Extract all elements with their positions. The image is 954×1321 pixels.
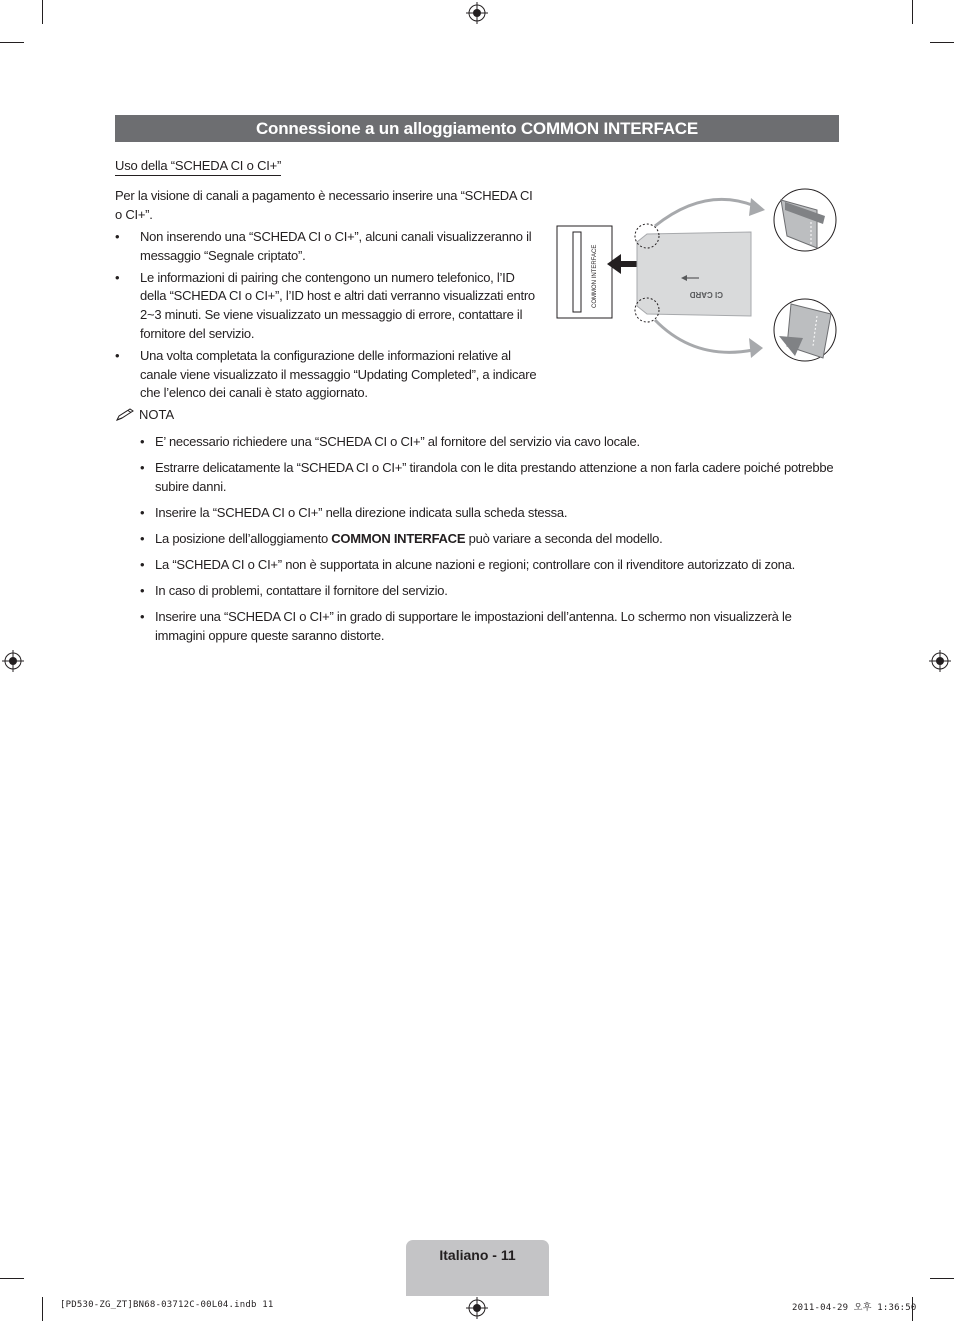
note-heading (115, 405, 174, 425)
note-text: Inserire una “SCHEDA CI o CI+” in grado di supportare le impostazioni dell’antenna. Lo schermo non visualizzerà le immagini oppure queste saranno distorte. (155, 609, 792, 643)
bullet-glyph: • (140, 583, 145, 598)
bullet-glyph: • (140, 609, 145, 624)
note-label: NOTA (139, 407, 175, 422)
crop-mark (930, 1278, 954, 1279)
ci-card (637, 232, 751, 316)
bullet-glyph: • (140, 557, 145, 572)
bullet-glyph: • (140, 434, 145, 449)
bullet-glyph: • (115, 347, 120, 363)
print-slug-left: [PD530-ZG_ZT]BN68-03712C-00L04.indb 11 (60, 1300, 274, 1310)
bullet-text: Le informazioni di pairing che contengono un numero telefonico, l’ID della “SCHEDA CI o CI+”, l’ID host e altri dati verranno visualizzati entro 2~3 minuti. Se viene visualizzato un messaggio di errore, contattare il fornitore del servizio. (140, 269, 535, 341)
note-item (140, 503, 840, 522)
note-text: Estrarre delicatamente la “SCHEDA CI o CI+” tirandola con le dita prestando attenzione a non farla cadere poiché potrebbe subire danni. (155, 460, 834, 494)
note-item (140, 432, 840, 451)
detail-zoom-top (774, 189, 836, 251)
page-number-tab: Italiano - 11 (406, 1240, 549, 1296)
registration-mark-icon (466, 1297, 488, 1319)
bullet-glyph: • (115, 269, 120, 285)
note-list (140, 432, 840, 652)
crop-mark (912, 0, 913, 24)
note-text: La “SCHEDA CI o CI+” non è supportata in alcune nazioni e regioni; controllare con il rivenditore autorizzato di zona. (155, 557, 796, 572)
subsection-title: Uso della “SCHEDA CI o CI+” (115, 158, 281, 176)
bullet-glyph: • (140, 505, 145, 520)
note-item (140, 581, 840, 600)
intro-paragraph: Per la visione di canali a pagamento è necessario inserire una “SCHEDA CI o CI+”. (115, 188, 533, 222)
note-text-pre: La posizione dell’alloggiamento (155, 531, 332, 546)
note-item (140, 555, 840, 574)
crop-mark (0, 1278, 24, 1279)
bullet-glyph: • (115, 229, 120, 244)
bullet-text: Non inserendo una “SCHEDA CI o CI+”, alcuni canali visualizzeranno il messaggio “Segnale criptato”. (140, 229, 532, 263)
note-text-bold: COMMON INTERFACE (331, 531, 466, 546)
ci-card-insertion-illustration (555, 186, 839, 366)
crop-mark (42, 0, 43, 24)
bullet-list (115, 228, 540, 406)
bullet-item (115, 347, 540, 403)
section-title: Connessione a un alloggiamento COMMON INTERFACE (115, 115, 839, 142)
slot-label: COMMON INTERFACE (592, 244, 598, 308)
note-text: Inserire la “SCHEDA CI o CI+” nella direzione indicata sulla scheda stessa. (155, 505, 568, 520)
print-slug-right: 2011-04-29 오후 1:36:50 (792, 1303, 917, 1313)
bullet-glyph: • (140, 460, 145, 475)
curved-arrow-icon (655, 320, 753, 352)
note-item (140, 529, 840, 548)
crop-mark (42, 1297, 43, 1321)
detail-zoom-bottom (774, 299, 836, 361)
bullet-item (115, 228, 540, 266)
note-text: In caso di problemi, contattare il fornitore del servizio. (155, 583, 448, 598)
bullet-glyph: • (140, 531, 145, 546)
curved-arrow-icon (655, 199, 755, 226)
crop-mark (930, 42, 954, 43)
bullet-item (115, 269, 540, 344)
registration-mark-icon (929, 650, 951, 672)
bullet-text: Una volta completata la configurazione delle informazioni relative al canale viene visualizzato il messaggio “Updating Completed”, a indicare che l’elenco dei canali è stato aggiornato. (140, 347, 537, 401)
note-text: E’ necessario richiedere una “SCHEDA CI o CI+” al fornitore del servizio via cavo locale. (155, 434, 640, 449)
registration-mark-icon (2, 650, 24, 672)
registration-mark-icon (466, 2, 488, 24)
note-item (140, 607, 840, 645)
crop-mark (0, 42, 24, 43)
pencil-icon (115, 408, 135, 422)
common-interface-slot (557, 226, 612, 318)
note-item (140, 458, 840, 496)
note-text-post: può variare a seconda del modello. (465, 531, 663, 546)
card-label: CI CARD (689, 290, 723, 299)
